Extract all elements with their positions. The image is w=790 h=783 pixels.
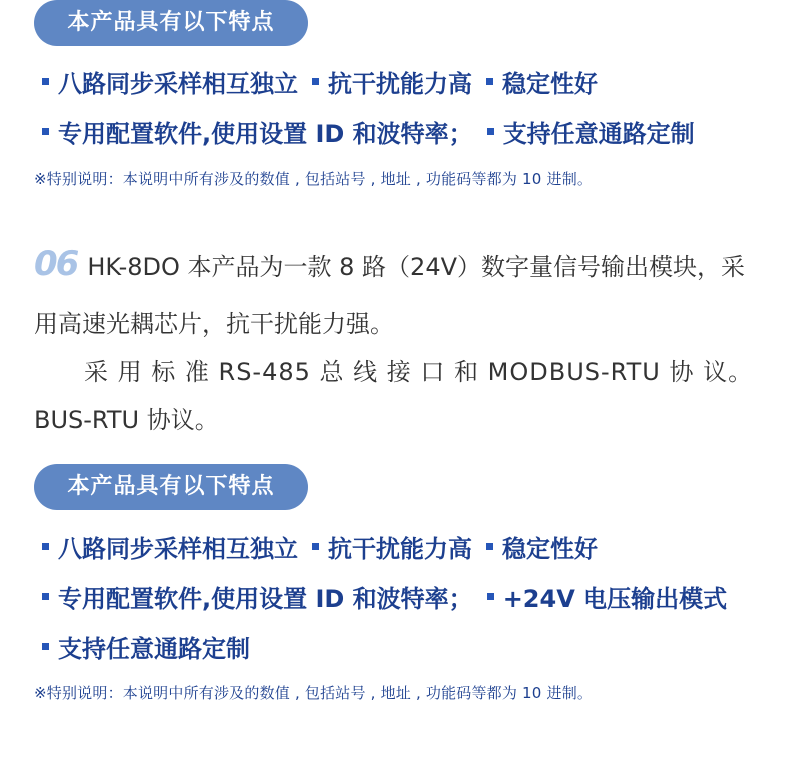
intro-text-1: HK-8DO 本产品为一款 8 路（24V）数字量信号输出模块，采 (87, 253, 746, 281)
intro-line-3: 采 用 标 准 RS-485 总 线 接 口 和 MODBUS-RTU 协 议。 (84, 358, 754, 386)
section1-special-note: ※特别说明：本说明中所有涉及的数值 , 包括站号 , 地址 , 功能码等都为 10 进制。 (34, 170, 593, 188)
feature-item (312, 529, 472, 564)
bullet-icon (487, 128, 494, 135)
feature-item (486, 529, 598, 564)
bullet-icon (486, 78, 493, 85)
feature-label: 专用配置软件,使用设置 ID 和波特率； (58, 584, 473, 613)
bullet-icon (487, 593, 494, 600)
intro-line-1 (34, 244, 745, 284)
bullet-icon (486, 543, 493, 550)
intro-line-4: BUS-RTU 协议。 (34, 406, 219, 434)
feature-label: 八路同步采样相互独立 (58, 534, 298, 563)
feature-item (42, 629, 250, 664)
section2-feature-row-1 (42, 529, 612, 563)
section2-title-pill: 本产品具有以下特点 (34, 464, 308, 510)
feature-label: 抗干扰能力高 (328, 69, 472, 98)
feature-label: 抗干扰能力高 (328, 534, 472, 563)
feature-item (312, 64, 472, 99)
feature-item (42, 114, 473, 149)
feature-item (487, 114, 695, 149)
feature-item (42, 529, 298, 564)
feature-label: 专用配置软件,使用设置 ID 和波特率； (58, 119, 473, 148)
section1-feature-row-2 (42, 114, 709, 148)
feature-item (487, 579, 727, 614)
section2-feature-row-3 (42, 629, 264, 663)
feature-item (42, 579, 473, 614)
bullet-icon (42, 643, 49, 650)
intro-line-2: 用高速光耦芯片，抗干扰能力强。 (34, 310, 394, 338)
bullet-icon (42, 593, 49, 600)
feature-label: 稳定性好 (502, 534, 598, 563)
section1-title-pill: 本产品具有以下特点 (34, 0, 308, 46)
feature-label: 支持任意通路定制 (502, 119, 695, 148)
feature-label: +24V 电压输出模式 (502, 584, 728, 613)
section2-feature-row-2 (42, 579, 741, 613)
feature-label: 八路同步采样相互独立 (58, 69, 298, 98)
section1-feature-row-1 (42, 64, 612, 98)
feature-label: 支持任意通路定制 (58, 634, 250, 663)
bullet-icon (42, 78, 49, 85)
feature-label: 稳定性好 (502, 69, 598, 98)
section-number: 06 (34, 244, 78, 284)
feature-item (486, 64, 598, 99)
bullet-icon (42, 543, 49, 550)
feature-item (42, 64, 298, 99)
bullet-icon (312, 543, 319, 550)
bullet-icon (312, 78, 319, 85)
bullet-icon (42, 128, 49, 135)
section2-special-note: ※特别说明：本说明中所有涉及的数值 , 包括站号 , 地址 , 功能码等都为 10 进制。 (34, 684, 593, 702)
